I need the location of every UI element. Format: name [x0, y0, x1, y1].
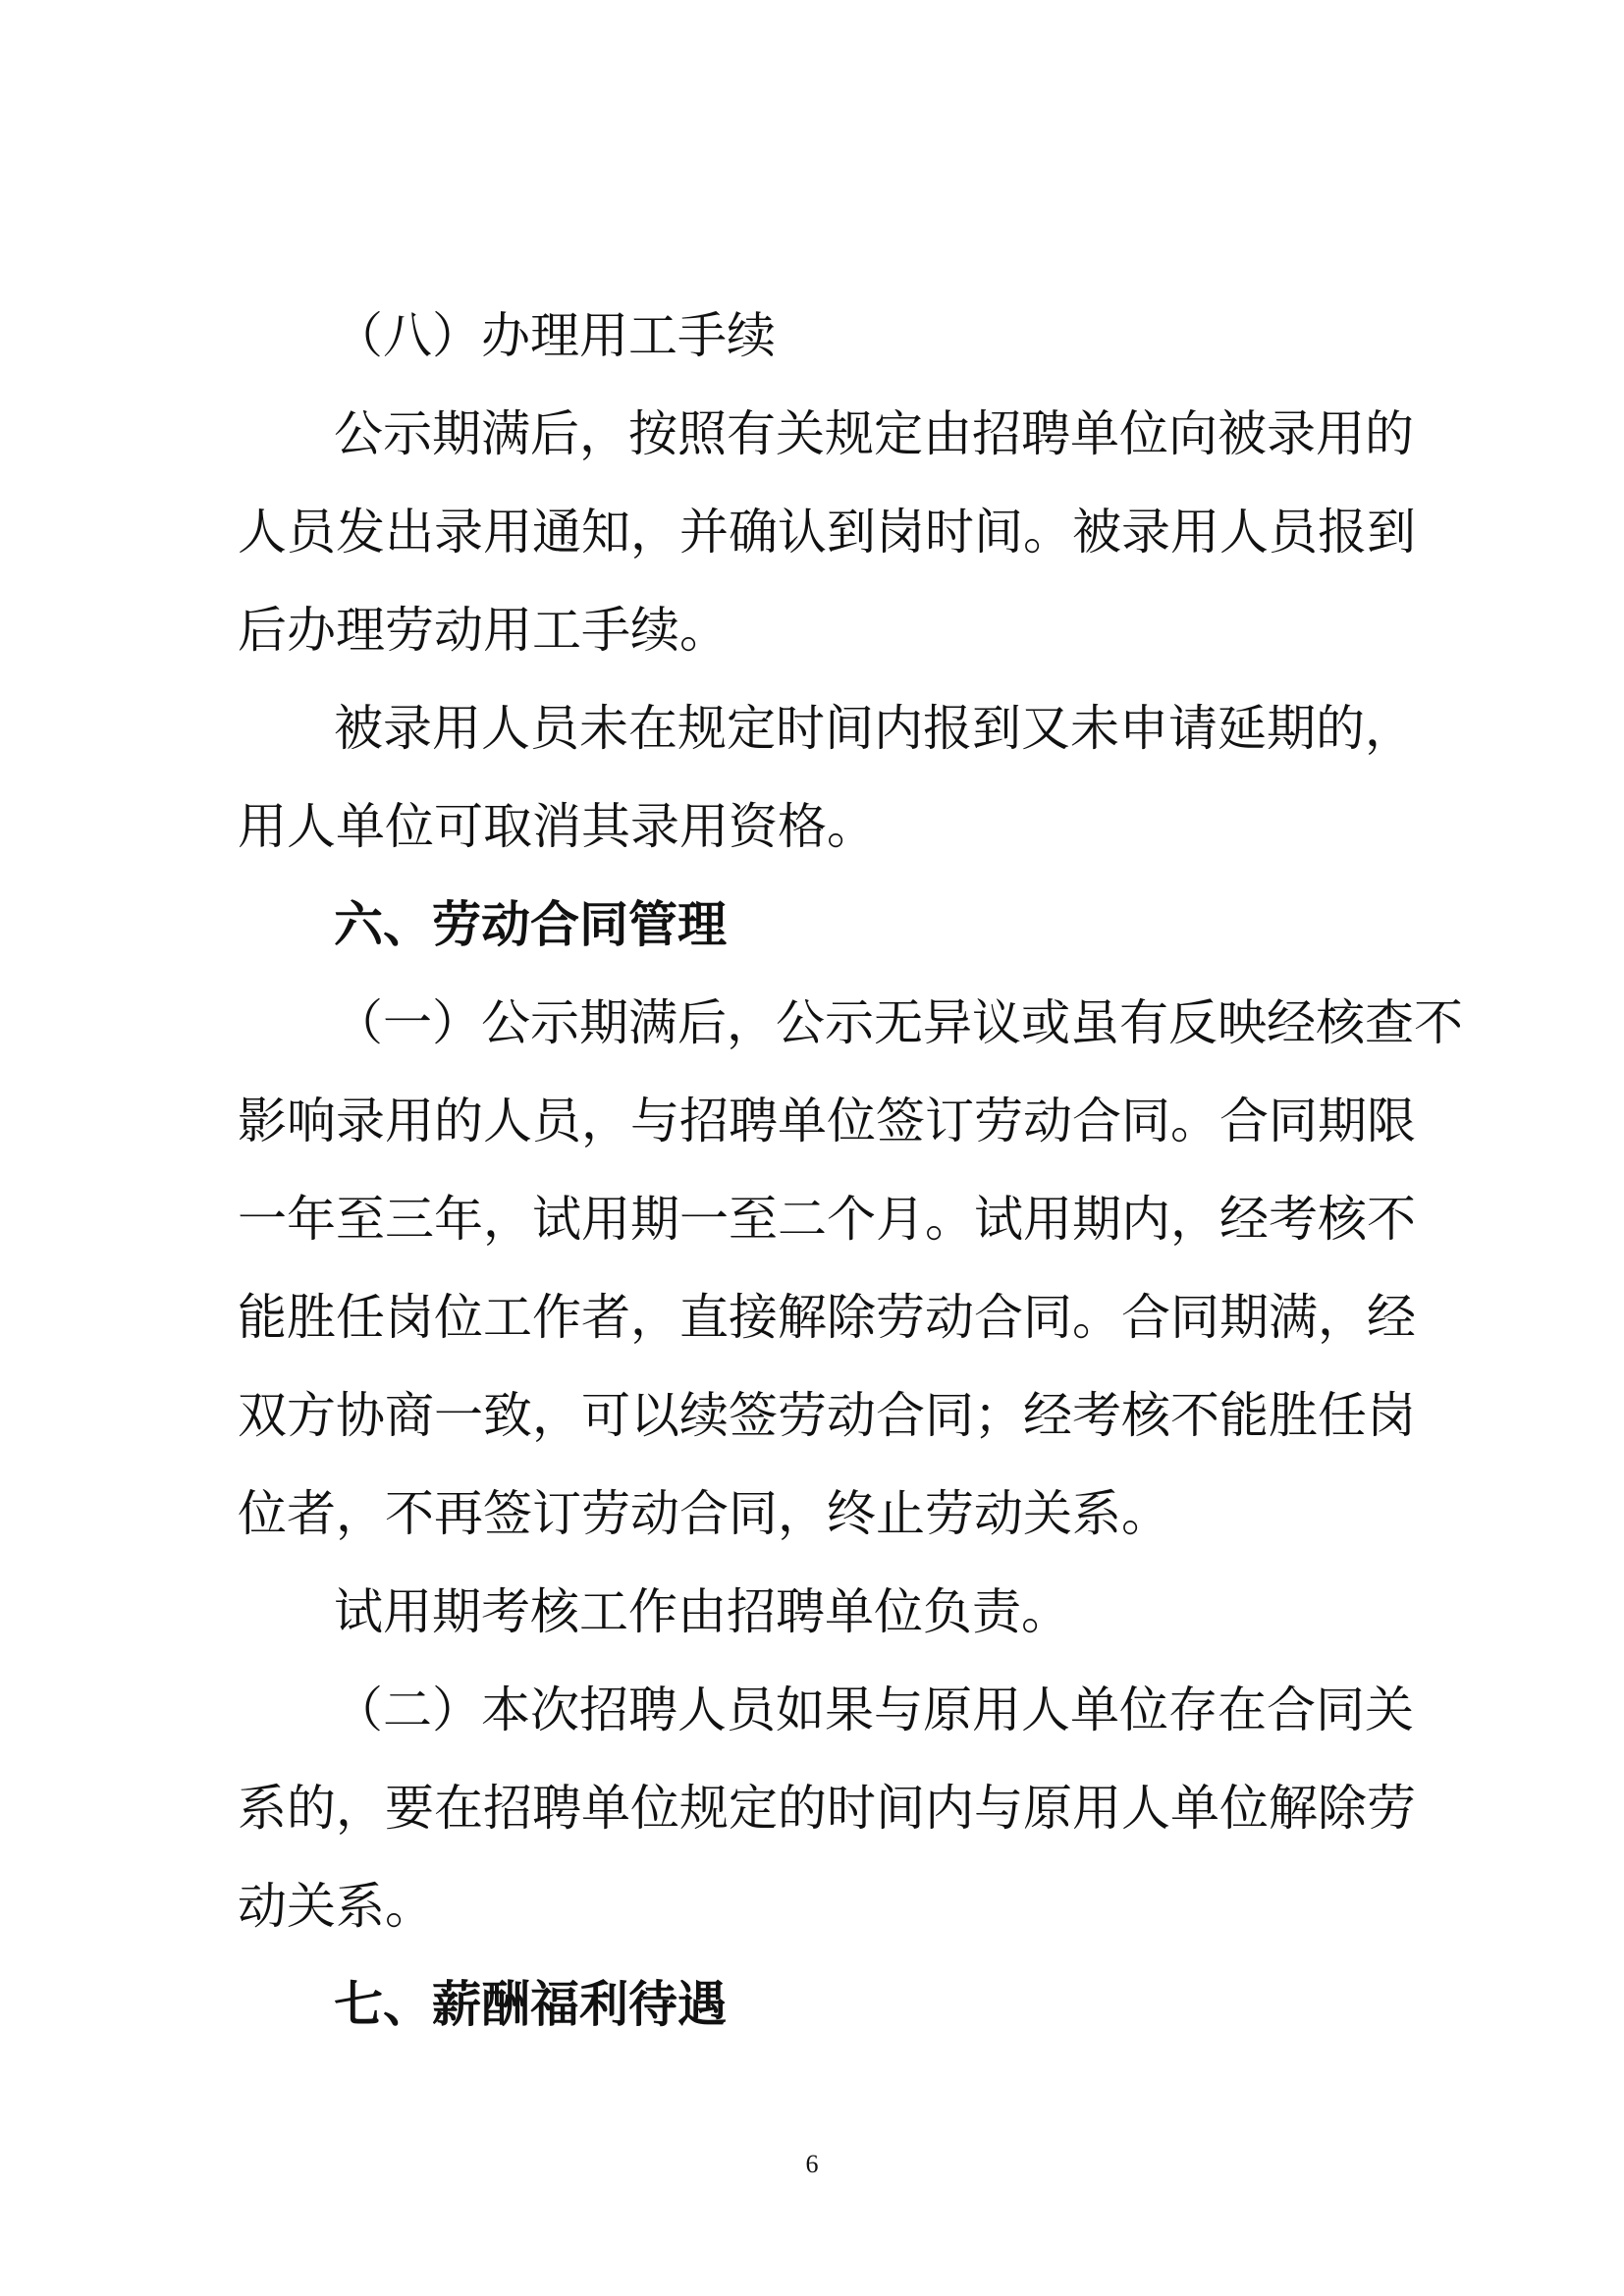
- paragraph-line: 人员发出录用通知，并确认到岗时间。被录用人员报到: [238, 504, 1416, 561]
- paragraph-line: （二）本次招聘人员如果与原用人单位存在合同关: [334, 1682, 1414, 1738]
- paragraph-line: 公示期满后，按照有关规定由招聘单位向被录用的: [334, 405, 1414, 462]
- paragraph-line: 影响录用的人员，与招聘单位签订劳动合同。合同期限: [238, 1093, 1416, 1149]
- paragraph-line: 试用期考核工作由招聘单位负责。: [334, 1583, 1070, 1640]
- paragraph-line: 后办理劳动用工手续。: [238, 602, 729, 659]
- paragraph-line: 动关系。: [238, 1878, 434, 1935]
- subheading-employment-procedures: （八）办理用工手续: [334, 307, 776, 364]
- section-heading-labor-contract: 六、劳动合同管理: [334, 896, 727, 953]
- paragraph-line: 被录用人员未在规定时间内报到又未申请延期的，: [334, 700, 1414, 757]
- section-heading-compensation: 七、薪酬福利待遇: [334, 1976, 727, 2033]
- paragraph-line: 能胜任岗位工作者，直接解除劳动合同。合同期满，经: [238, 1289, 1416, 1346]
- paragraph-line: 系的，要在招聘单位规定的时间内与原用人单位解除劳: [238, 1780, 1416, 1837]
- page-number: 6: [805, 2150, 819, 2178]
- paragraph-line: 一年至三年，试用期一至二个月。试用期内，经考核不: [238, 1191, 1416, 1248]
- paragraph-line: 用人单位可取消其录用资格。: [238, 798, 876, 855]
- paragraph-line: 位者，不再签订劳动合同，终止劳动关系。: [238, 1485, 1170, 1542]
- paragraph-line: 双方协商一致，可以续签劳动合同；经考核不能胜任岗: [238, 1387, 1416, 1444]
- paragraph-line: （一）公示期满后，公示无异议或虽有反映经核查不: [334, 994, 1463, 1051]
